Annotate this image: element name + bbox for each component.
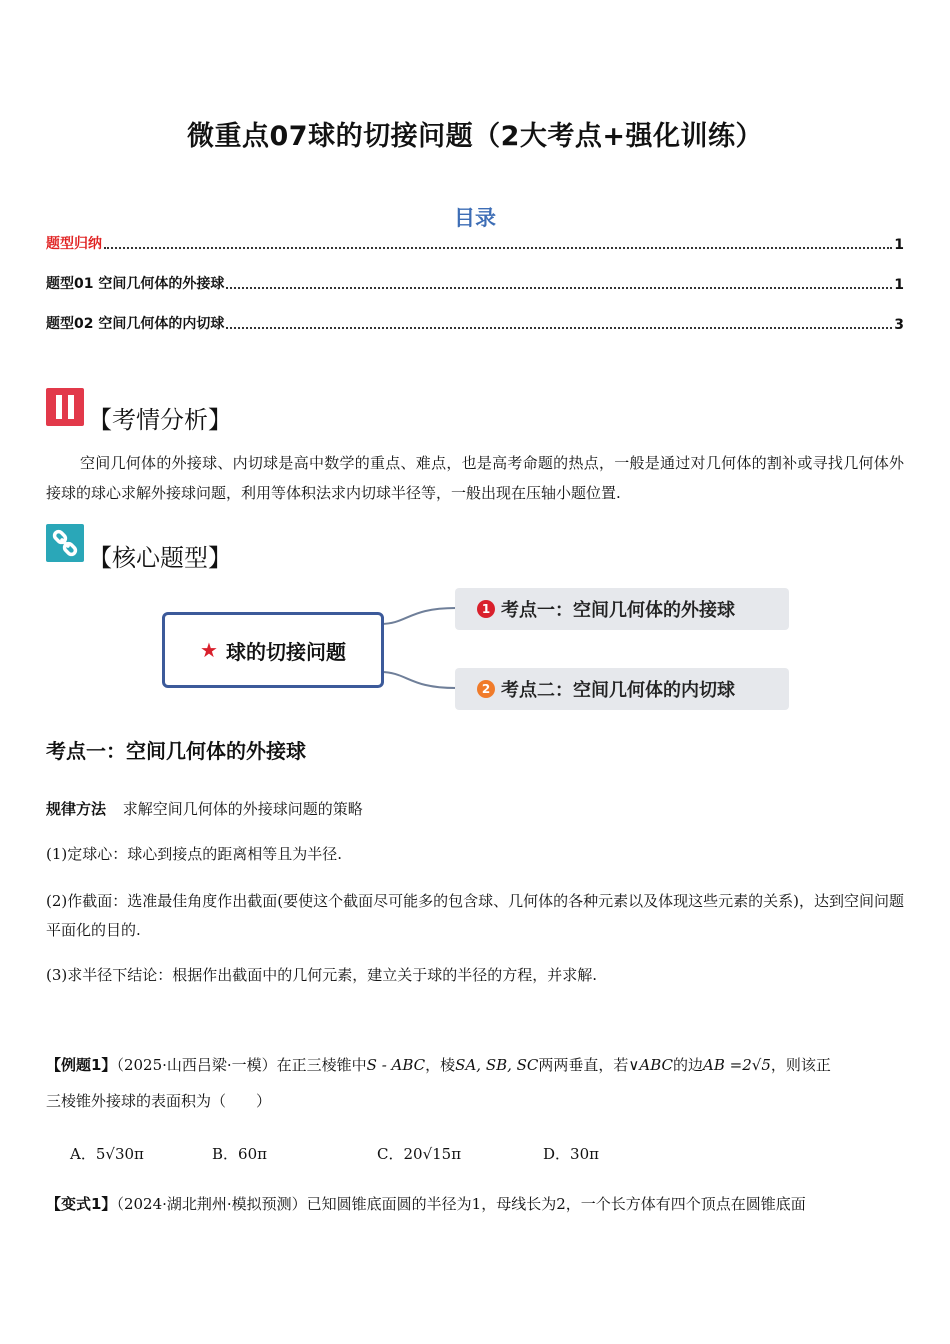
option-letter: B． <box>212 1145 239 1163</box>
example1-source: （2025·山西吕梁·一模）在正三棱锥中 <box>116 1056 367 1074</box>
variant1-tag: 【变式1】 <box>46 1195 117 1213</box>
math-s-abc: S - ABC <box>366 1056 426 1074</box>
mindmap-branch-2 <box>455 668 789 710</box>
pause-icon <box>46 388 84 426</box>
star-icon: ★ <box>200 638 218 662</box>
mindmap-branch-label: 考点一：空间几何体的外接球 <box>501 600 735 621</box>
step-3: (3)求半径下结论：根据作出截面中的几何元素，建立关于球的半径的方程，并求解. <box>46 966 598 984</box>
method-line <box>46 795 904 824</box>
math-triangle: ∨ABC <box>628 1056 674 1074</box>
option-d[interactable] <box>543 1143 599 1164</box>
method-label: 规律方法 <box>46 800 107 818</box>
option-value: 5√30π <box>95 1145 144 1163</box>
analysis-heading: 【考情分析】 <box>88 406 232 434</box>
option-value: 30π <box>570 1145 599 1163</box>
option-letter: A． <box>70 1145 96 1163</box>
toc-item-3[interactable] <box>46 313 904 333</box>
core-heading: 【核心题型】 <box>88 544 232 572</box>
toc-leader-dots <box>104 247 892 249</box>
example1-edge-text: ，棱 <box>425 1056 456 1074</box>
option-b[interactable] <box>212 1143 267 1164</box>
mindmap-branch-1 <box>455 588 789 630</box>
toc-item-2[interactable] <box>46 273 904 293</box>
example1-line1 <box>46 1051 904 1080</box>
math-ab: AB =2√5 <box>703 1056 771 1074</box>
example1-side-text: 的边 <box>673 1056 704 1074</box>
number-badge-icon: 2 <box>477 680 495 698</box>
variant1-line <box>46 1190 904 1219</box>
toc-item-page: 1 <box>894 237 904 253</box>
math-edges: SA, SB, SC <box>455 1056 539 1074</box>
example1-tag: 【例题1】 <box>46 1056 117 1074</box>
toc-item-page: 1 <box>894 277 904 293</box>
option-letter: C． <box>377 1145 404 1163</box>
toc-item-label: 题型02 空间几何体的内切球 <box>46 316 225 332</box>
analysis-text: 空间几何体的外接球、内切球是高中数学的重点、难点，也是高考命题的热点，一般是通过对几何体的割补或寻找几何体外接球的球心求解外接球问题，利用等体积法求内切球半径等，一般出现在压轴小题位置. <box>46 454 904 502</box>
mindmap-center-label: 球的切接问题 <box>225 639 346 664</box>
toc-heading: 目录 <box>454 206 496 230</box>
toc-item-label: 题型01 空间几何体的外接球 <box>46 276 225 292</box>
page-title: 微重点07球的切接问题（2大考点+强化训练） <box>187 121 763 152</box>
option-c[interactable] <box>377 1143 461 1164</box>
mindmap-branch-label: 考点二：空间几何体的内切球 <box>501 680 735 701</box>
toc-item-1[interactable] <box>46 233 904 253</box>
link-icon <box>46 524 84 562</box>
option-value: 20√15π <box>403 1145 462 1163</box>
toc-item-page: 3 <box>894 317 904 333</box>
example1-perp-text: 两两垂直，若 <box>538 1056 629 1074</box>
toc-item-label: 题型归纳 <box>46 236 102 252</box>
example1-line2: 三棱锥外接球的表面积为（ ） <box>46 1092 272 1110</box>
step-2: (2)作截面：选准最佳角度作出截面(要使这个截面尽可能多的包含球、几何体的各种元素以及体现这些元素的关系)，达到空间问题平面化的目的. <box>46 892 904 939</box>
option-a[interactable] <box>70 1143 144 1164</box>
mindmap-center-node <box>162 612 384 688</box>
number-badge-icon: 1 <box>477 600 495 618</box>
kp1-title: 考点一：空间几何体的外接球 <box>46 739 306 763</box>
example1-ask-1: ，则该正 <box>770 1056 831 1074</box>
option-letter: D． <box>543 1145 571 1163</box>
toc-leader-dots <box>226 287 892 289</box>
variant1-text: （2024·湖北荆州·模拟预测）已知圆锥底面圆的半径为1，母线长为2，一个长方体有四个顶点在圆锥底面 <box>116 1195 806 1213</box>
step-1: (1)定球心：球心到接点的距离相等且为半径. <box>46 845 343 863</box>
method-text: 求解空间几何体的外接球问题的策略 <box>122 800 363 818</box>
option-value: 60π <box>238 1145 267 1163</box>
toc-leader-dots <box>226 327 892 329</box>
mindmap-connectors <box>378 600 458 700</box>
